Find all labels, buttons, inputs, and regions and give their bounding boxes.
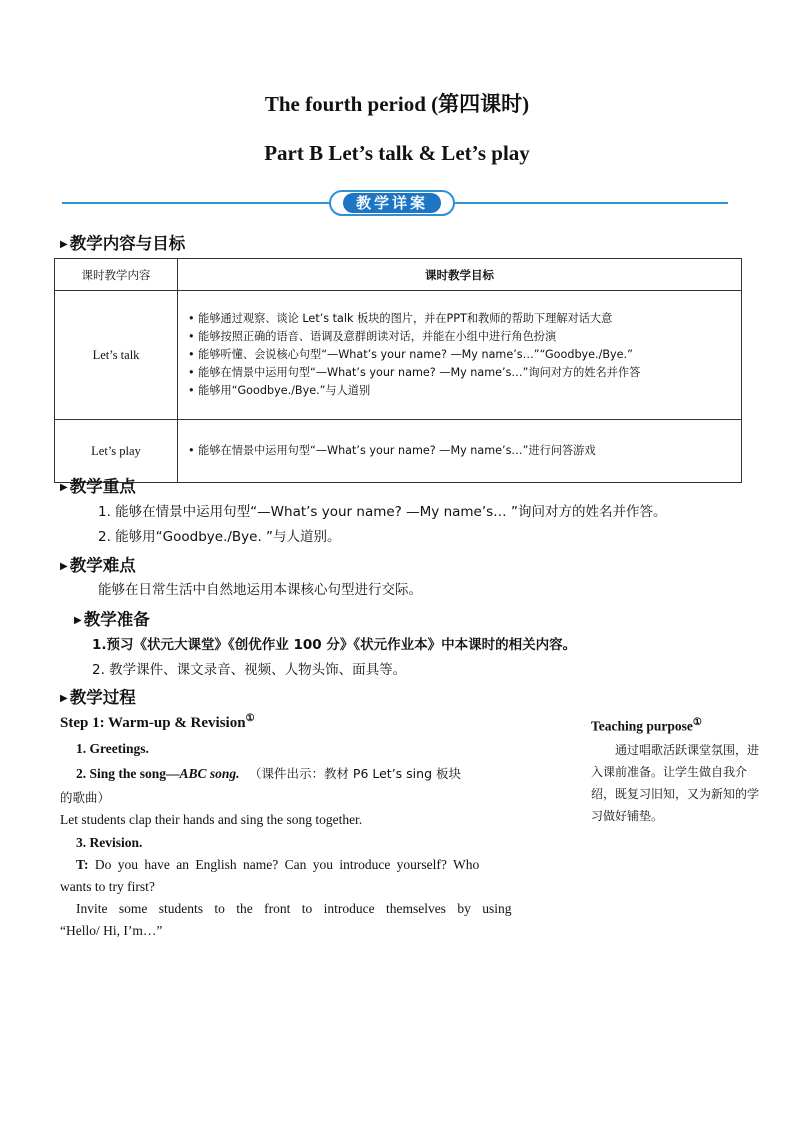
table-cell-goals xyxy=(178,291,742,420)
page-subtitle: Part B Let’s talk & Let’s play xyxy=(264,141,530,165)
teacher-line-1: T: Do you have an English name? Can you introduce yourself? Who xyxy=(76,857,480,872)
footnote-mark: ① xyxy=(245,713,255,724)
step-greetings: 1. Greetings. xyxy=(76,741,149,756)
song-note-cont: 的歌曲） xyxy=(60,790,111,805)
triangle-icon: ▶ xyxy=(74,615,82,626)
banner-line-right xyxy=(455,202,728,204)
page-title: The fourth period (第四课时) xyxy=(264,92,530,116)
goal-item: • 能够通过观察、谈论 Let’s talk 板块的图片，并在PPT和教师的帮助下理解对话大意 xyxy=(188,312,613,325)
triangle-icon: ▶ xyxy=(60,482,68,493)
table-cell-name: Let’s play xyxy=(55,420,178,483)
goal-item: • 能够用“Goodbye./Bye.”与人道别 xyxy=(188,384,371,397)
triangle-icon: ▶ xyxy=(60,561,68,572)
goal-item: • 能够听懂、会说核心句型“—What’s your name? —My name’s…”“Goodbye./Bye.” xyxy=(188,348,633,361)
table-row xyxy=(55,420,742,483)
table-cell-goals xyxy=(178,420,742,483)
triangle-icon: ▶ xyxy=(60,239,68,250)
preparation-item-2: 2. 教学课件、课文录音、视频、人物头饰、面具等。 xyxy=(92,662,407,678)
key-point-2: 2. 能够用“Goodbye./Bye. ”与人道别。 xyxy=(98,529,341,545)
teacher-line-2: wants to try first? xyxy=(60,879,155,894)
section-heading-process: ▶ 教学过程 xyxy=(60,688,136,707)
table-header-row xyxy=(55,259,742,291)
goal-item: • 能够按照正确的语音、语调及意群朗读对话，并能在小组中进行角色扮演 xyxy=(188,330,557,343)
step-sing-song: 2. Sing the song—ABC song. （课件出示：教材 P6 Let’s sing 板块 xyxy=(76,766,461,781)
section-heading-key-points: ▶ 教学重点 xyxy=(60,477,136,496)
goal-item: • 能够在情景中运用句型“—What’s your name? —My name’s…”询问对方的姓名并作答 xyxy=(188,366,641,379)
step-revision: 3. Revision. xyxy=(76,835,143,850)
invite-line-1: Invite some students to the front to introduce themselves by using xyxy=(76,901,512,916)
goal-item: • 能够在情景中运用句型“—What’s your name? —My name’s…”进行问答游戏 xyxy=(188,444,596,457)
step-1-title: Step 1: Warm-up & Revision① xyxy=(60,713,255,731)
song-description: Let students clap their hands and sing the song together. xyxy=(60,812,363,827)
song-note: （课件出示：教材 P6 Let’s sing 板块 xyxy=(248,766,461,781)
section-heading-preparation: ▶ 教学准备 xyxy=(74,610,150,629)
purpose-text: 通过唱歌活跃课堂氛围，进入课前准备。让学生做自我介绍，既复习旧知，又为新知的学习做好铺垫。 xyxy=(591,743,760,823)
table-cell-name: Let’s talk xyxy=(55,291,178,420)
key-point-1: 1. 能够在情景中运用句型“—What’s your name? —My name’s… ”询问对方的姓名并作答。 xyxy=(98,504,667,520)
footnote-mark: ① xyxy=(692,717,702,728)
section-heading-difficulties: ▶ 教学难点 xyxy=(60,556,136,575)
preparation-item-1: 1.预习《状元大课堂》《创优作业 100 分》《状元作业本》中本课时的相关内容。 xyxy=(92,637,577,653)
purpose-title: Teaching purpose① xyxy=(591,717,702,734)
invite-line-2: “Hello/ Hi, I’m…” xyxy=(60,923,163,938)
difficulty-text: 能够在日常生活中自然地运用本课核心句型进行交际。 xyxy=(98,582,422,598)
goals-table xyxy=(54,258,742,483)
song-name: ABC song. xyxy=(179,766,240,781)
triangle-icon: ▶ xyxy=(60,693,68,704)
table-row xyxy=(55,291,742,420)
banner-label: 教学详案 xyxy=(343,193,441,213)
banner-line-left xyxy=(62,202,329,204)
table-header-content: 课时教学内容 xyxy=(55,259,178,291)
section-heading-content-goals: ▶ 教学内容与目标 xyxy=(60,234,186,253)
table-header-goals: 课时教学目标 xyxy=(178,259,742,291)
